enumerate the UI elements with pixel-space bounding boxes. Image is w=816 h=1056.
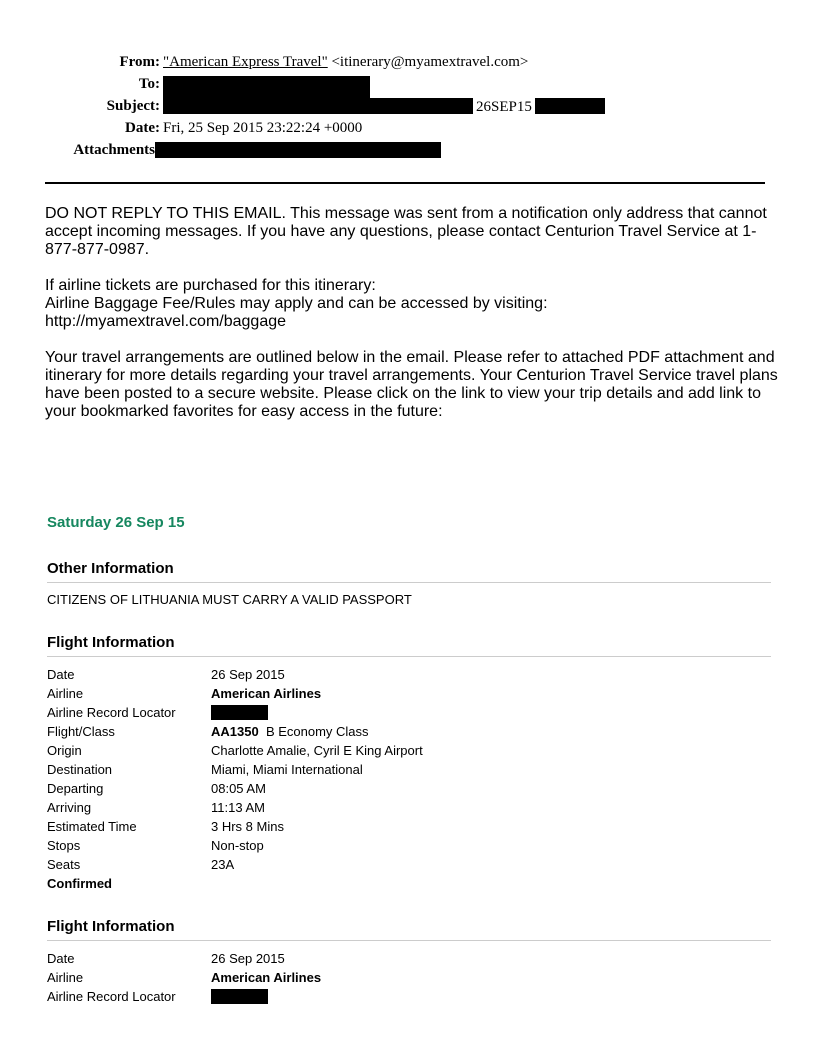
attachments-value	[155, 142, 441, 160]
flight-row-destination	[47, 760, 771, 779]
flight-row-origin	[47, 741, 771, 760]
flight-row-seats	[47, 855, 771, 874]
date-row	[0, 120, 816, 142]
redaction-bar	[211, 705, 268, 720]
subject-row	[0, 98, 816, 120]
redaction-bar	[163, 98, 473, 114]
flight-class: B Economy Class	[265, 724, 369, 739]
flight-information-section-1	[47, 634, 771, 893]
redaction-bar	[211, 989, 268, 1004]
row-label: Stops	[47, 838, 81, 853]
redaction-bar	[535, 98, 605, 114]
from-value	[163, 54, 528, 71]
flight-row-airline	[47, 968, 771, 987]
row-label: Date	[47, 667, 75, 682]
flight-row-status	[47, 874, 771, 893]
row-value	[211, 722, 369, 741]
row-value: 26 Sep 2015	[211, 951, 285, 966]
flight-row-date	[47, 949, 771, 968]
redaction-bar	[155, 142, 441, 158]
row-value: Non-stop	[211, 838, 264, 853]
row-label: Airline Record Locator	[47, 989, 176, 1004]
subject-label: Subject:	[106, 98, 160, 114]
date-value: Fri, 25 Sep 2015 23:22:24 +0000	[163, 120, 363, 136]
flight-row-date	[47, 665, 771, 684]
flight-row-flight-class	[47, 722, 771, 741]
flight-row-arriving	[47, 798, 771, 817]
header-divider	[45, 182, 765, 184]
flight-number: AA1350	[211, 724, 259, 739]
subject-value	[163, 98, 605, 116]
to-row	[0, 76, 816, 98]
baggage-line-1: If airline tickets are purchased for this itinerary:	[45, 277, 376, 294]
passport-note: CITIZENS OF LITHUANIA MUST CARRY A VALID PASSPORT	[47, 592, 412, 607]
row-label: Departing	[47, 781, 104, 796]
flight-information-section-2	[47, 918, 771, 1006]
row-label: Estimated Time	[47, 819, 137, 834]
arrangements-notice: Your travel arrangements are outlined below in the email. Please refer to attached PDF attachment and itinerary for more details regarding your travel arrangements. Your Centurion Travel Service travel plans have been posted to a secure website. Please click on the link to view your trip details and add link to your bookmarked favorites for easy access in the future:	[45, 349, 778, 420]
no-reply-notice: DO NOT REPLY TO THIS EMAIL. This message was sent from a notification only address that cannot accept incoming messages. If you have any questions, please contact Centurion Travel Service at 1-877-877-0987.	[45, 205, 767, 258]
section-title: Flight Information	[47, 634, 771, 657]
flight-row-airline	[47, 684, 771, 703]
redaction-bar	[163, 76, 370, 98]
attachments-row	[0, 142, 816, 164]
row-label: Airline	[47, 970, 84, 985]
row-value: Charlotte Amalie, Cyril E King Airport	[211, 743, 423, 758]
row-label: Airline	[47, 686, 84, 701]
row-value: 26 Sep 2015	[211, 667, 285, 682]
flight-row-estimated-time	[47, 817, 771, 836]
row-value: American Airlines	[211, 686, 322, 701]
from-row	[0, 54, 816, 76]
row-label: Date	[47, 951, 75, 966]
to-label: To:	[138, 76, 160, 92]
from-name-link[interactable]: "American Express Travel"	[163, 54, 328, 70]
row-value: 23A	[211, 857, 235, 872]
flight-row-record-locator	[47, 703, 771, 722]
row-label: Airline Record Locator	[47, 705, 176, 720]
from-address: <itinerary@myamextravel.com>	[327, 54, 529, 70]
row-label: Flight/Class	[47, 724, 115, 739]
day-date-heading: Saturday 26 Sep 15	[47, 514, 185, 531]
date-label: Date:	[125, 120, 160, 136]
row-value: 3 Hrs 8 Mins	[211, 819, 284, 834]
row-label: Origin	[47, 743, 82, 758]
subject-visible-text: 26SEP15	[476, 99, 532, 115]
row-label: Destination	[47, 762, 113, 777]
flight-row-stops	[47, 836, 771, 855]
baggage-url[interactable]: http://myamextravel.com/baggage	[45, 313, 287, 330]
row-value: 11:13 AM	[211, 800, 265, 815]
other-information-section	[47, 560, 771, 608]
email-header	[0, 54, 816, 164]
row-value: Miami, Miami International	[211, 762, 363, 777]
from-label: From:	[119, 54, 160, 70]
row-value: American Airlines	[211, 970, 322, 985]
intro-text	[45, 205, 785, 439]
row-label: Arriving	[47, 800, 92, 815]
section-title: Other Information	[47, 560, 771, 583]
row-value	[211, 987, 268, 1006]
baggage-notice	[45, 277, 785, 331]
itinerary	[47, 514, 771, 1006]
to-value	[163, 76, 370, 98]
section-title: Flight Information	[47, 918, 771, 941]
attachments-label: Attachments	[73, 142, 155, 158]
status-label: Confirmed	[47, 876, 112, 891]
baggage-line-2: Airline Baggage Fee/Rules may apply and can be accessed by visiting:	[45, 295, 548, 312]
row-label: Seats	[47, 857, 81, 872]
row-value: 08:05 AM	[211, 781, 266, 796]
row-value	[211, 703, 268, 722]
flight-row-record-locator	[47, 987, 771, 1006]
flight-row-departing	[47, 779, 771, 798]
